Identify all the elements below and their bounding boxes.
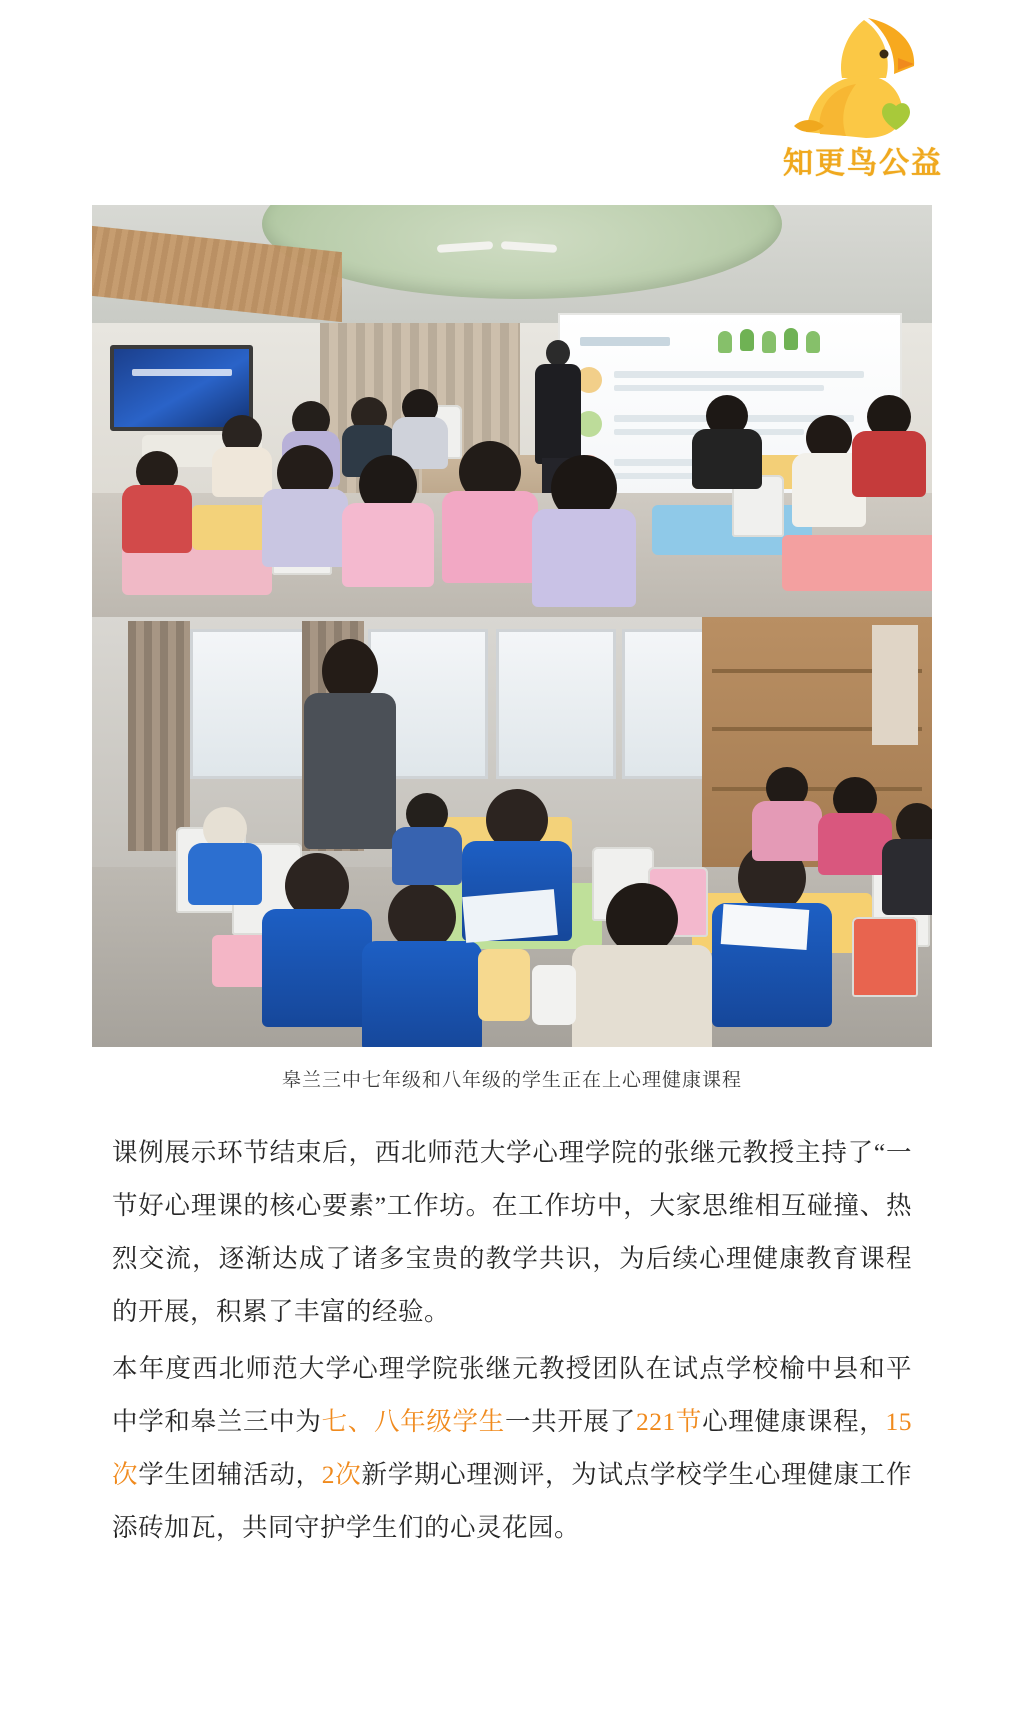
p2-part5: 新学期心理测评，为试点学校学生心理健康工作添砖加瓦，共同守护学生们的心灵花园。 <box>112 1460 912 1542</box>
photo-group <box>92 205 932 1047</box>
p2-highlight-grades: 七、八年级学生 <box>321 1407 505 1436</box>
p2-part1: 本年度西北师范大学心理学院张继元教授团队在试点学校榆中县和平中学和皋兰三中为 <box>112 1354 912 1436</box>
brand-logo <box>748 8 978 198</box>
photo-caption: 皋兰三中七年级和八年级的学生正在上心理健康课程 <box>281 1070 742 1091</box>
paragraph-2 <box>112 1342 912 1554</box>
p2-highlight-lessons: 221节 <box>635 1407 703 1436</box>
p2-part4: 学生团辅活动， <box>138 1460 322 1489</box>
bird-logo-icon <box>786 14 936 144</box>
classroom-lecture-photo <box>92 205 932 617</box>
paragraph-1: 课例展示环节结束后，西北师范大学心理学院的张继元教授主持了“一节好心理课的核心要素”工作坊。在工作坊中，大家思维相互碰撞、热烈交流，逐渐达成了诸多宝贵的教学共识，为后续心理健康教育课程的开展，积累了丰富的经验。 <box>112 1138 912 1326</box>
p2-part3: 心理健康课程， <box>702 1407 886 1436</box>
article-body <box>112 1126 912 1554</box>
p2-highlight-assessments: 2次 <box>321 1460 362 1489</box>
p2-highlight-group-sessions: 15次 <box>112 1407 912 1489</box>
students-group-activity-photo <box>92 617 932 1047</box>
brand-logo-text: 知更鸟公益 <box>783 146 943 181</box>
page-header <box>0 0 1024 205</box>
standing-teacher-figure <box>304 639 396 849</box>
p2-part2: 一共开展了 <box>504 1407 636 1436</box>
